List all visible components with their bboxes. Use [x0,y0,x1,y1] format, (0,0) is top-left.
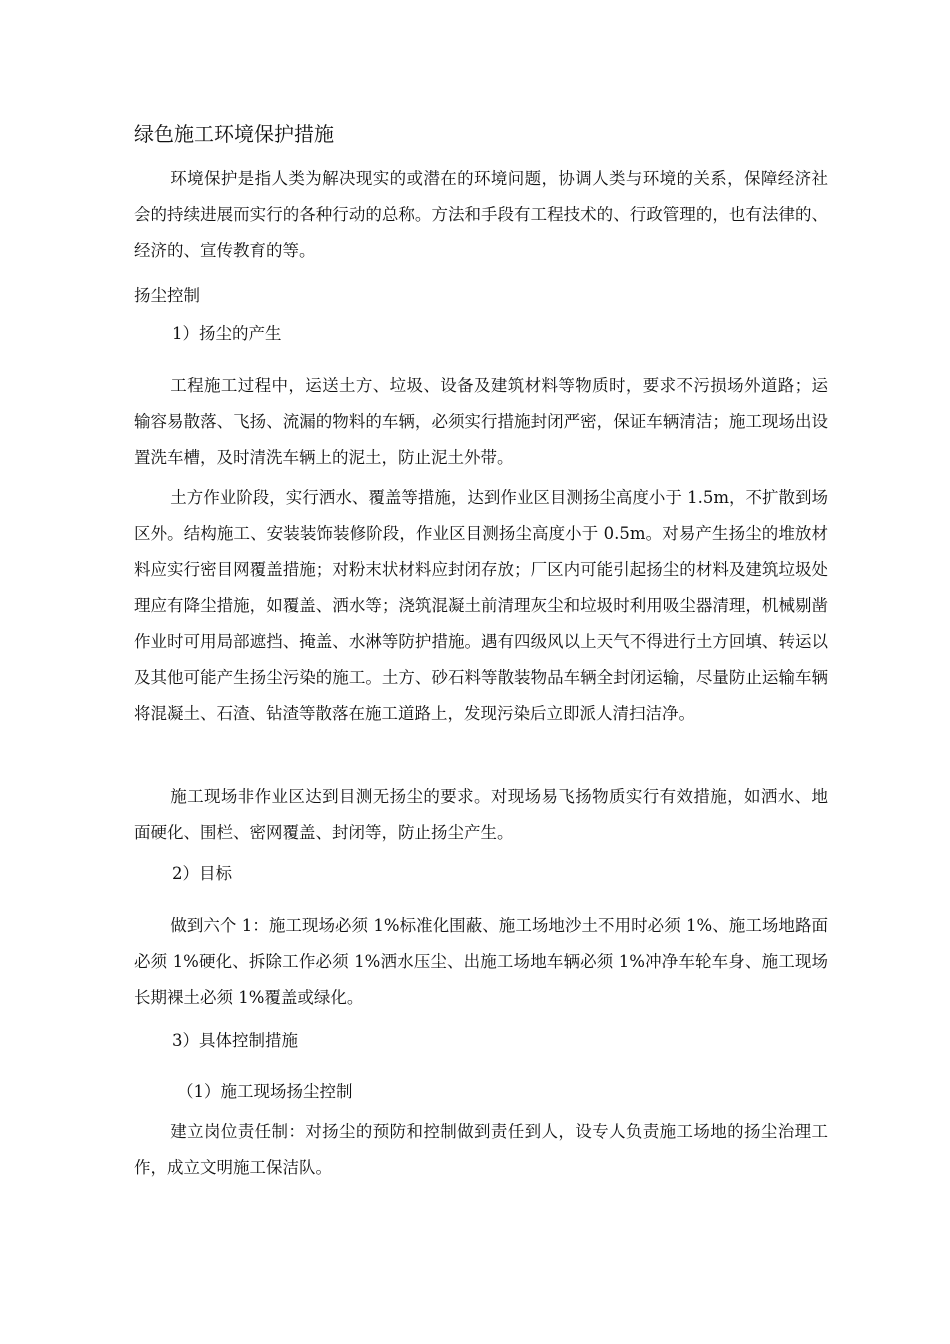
subheading-dust-origin: 1）扬尘的产生 [172,324,282,343]
subheading-site-dust-control: （1）施工现场扬尘控制 [177,1082,353,1101]
paragraph-earthwork: 土方作业阶段，实行洒水、覆盖等措施，达到作业区目测扬尘高度小于 1.5m，不扩散到场区外。结构施工、安装装饰装修阶段，作业区目测扬尘高度小于 0.5m。对易产生扬尘的堆放材料应实行密目网覆盖措施；对粉末状材料应封闭存放；厂区内可能引起扬尘的材料及建筑垃圾处理应有降尘措施，如覆盖、洒水等；浇筑混凝土前清理灰尘和垃圾时利用吸尘器清理，机械剔凿作业时可用局部遮挡、掩盖、水淋等防护措施。遇有四级风以上天气不得进行土方回填、转运以及其他可能产生扬尘污染的施工。土方、砂石料等散装物品车辆全封闭运输，尽量防止运输车辆将混凝土、石渣、钻渣等散落在施工道路上，发现污染后立即派人清扫洁净。 [134,488,828,723]
subheading-measures: 3）具体控制措施 [172,1031,298,1050]
paragraph-responsibility: 建立岗位责任制：对扬尘的预防和控制做到责任到人，设专人负责施工场地的扬尘治理工作，成立文明施工保洁队。 [134,1122,828,1177]
document-title: 绿色施工环境保护措施 [134,122,334,146]
section-heading-dust: 扬尘控制 [134,286,200,305]
paragraph-non-work-area: 施工现场非作业区达到目测无扬尘的要求。对现场易飞扬物质实行有效措施，如洒水、地面硬化、围栏、密网覆盖、封闭等，防止扬尘产生。 [134,787,828,842]
subheading-target: 2）目标 [172,864,232,883]
paragraph-transport: 工程施工过程中，运送土方、垃圾、设备及建筑材料等物质时，要求不污损场外道路；运输容易散落、飞扬、流漏的物料的车辆，必须实行措施封闭严密，保证车辆清洁；施工现场出设置洗车槽，及时清洗车辆上的泥土，防止泥土外带。 [134,376,828,467]
paragraph-target: 做到六个 1：施工现场必须 1%标准化围蔽、施工场地沙土不用时必须 1%、施工场地路面必须 1%硬化、拆除工作必须 1%洒水压尘、出施工场地车辆必须 1%冲净车轮车身、施工现场长期裸土必须 1%覆盖或绿化。 [134,916,828,1007]
intro-paragraph: 环境保护是指人类为解决现实的或潜在的环境问题，协调人类与环境的关系，保障经济社会的持续进展而实行的各种行动的总称。方法和手段有工程技术的、行政管理的，也有法律的、经济的、宣传教育的等。 [134,169,828,260]
